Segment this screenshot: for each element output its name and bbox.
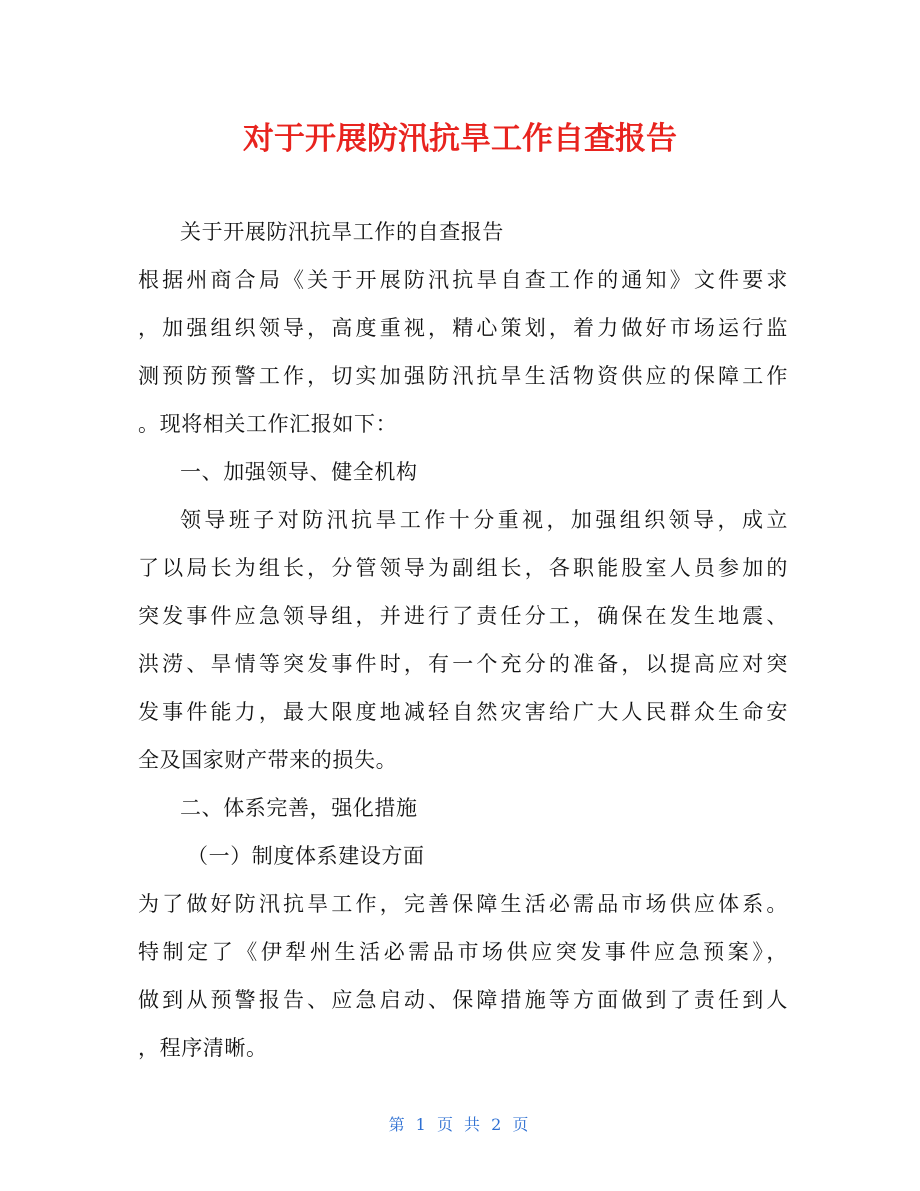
report-subtitle-line: 关于开展防汛抗旱工作的自查报告 bbox=[180, 220, 504, 244]
body-line: 领导班子对防汛抗旱工作十分重视，加强组织领导，成立 bbox=[180, 508, 788, 532]
body-line: 洪涝、旱情等突发事件时，有一个充分的准备，以提高应对突 bbox=[138, 652, 788, 676]
body-line: 全及国家财产带来的损失。 bbox=[138, 748, 398, 772]
section-heading-1: 一、加强领导、健全机构 bbox=[180, 460, 418, 484]
body-line: 特制定了《伊犁州生活必需品市场供应突发事件应急预案》， bbox=[138, 940, 788, 964]
body-line: ，程序清晰。 bbox=[138, 1036, 268, 1060]
body-line: 。现将相关工作汇报如下： bbox=[138, 412, 398, 436]
body-line: 突发事件应急领导组，并进行了责任分工，确保在发生地震、 bbox=[138, 604, 788, 628]
body-line: 测预防预警工作，切实加强防汛抗旱生活物资供应的保障工作 bbox=[138, 364, 788, 388]
page-indicator: 第 1 页 共 2 页 bbox=[388, 1115, 532, 1134]
section-heading-2: 二、体系完善，强化措施 bbox=[180, 796, 418, 820]
body-line: 为了做好防汛抗旱工作，完善保障生活必需品市场供应体系。 bbox=[138, 892, 788, 916]
body-line: 做到从预警报告、应急启动、保障措施等方面做到了责任到人 bbox=[138, 988, 788, 1012]
body-line: 了以局长为组长，分管领导为副组长，各职能股室人员参加的 bbox=[138, 556, 788, 580]
subsection-heading: （一）制度体系建设方面 bbox=[187, 844, 425, 868]
body-line: 发事件能力，最大限度地减轻自然灾害给广大人民群众生命安 bbox=[138, 700, 788, 724]
body-line: 根据州商合局《关于开展防汛抗旱自查工作的通知》文件要求 bbox=[138, 268, 788, 292]
document-title: 对于开展防汛抗旱工作自查报告 bbox=[243, 121, 677, 157]
body-line: ，加强组织领导，高度重视，精心策划，着力做好市场运行监 bbox=[138, 316, 788, 340]
